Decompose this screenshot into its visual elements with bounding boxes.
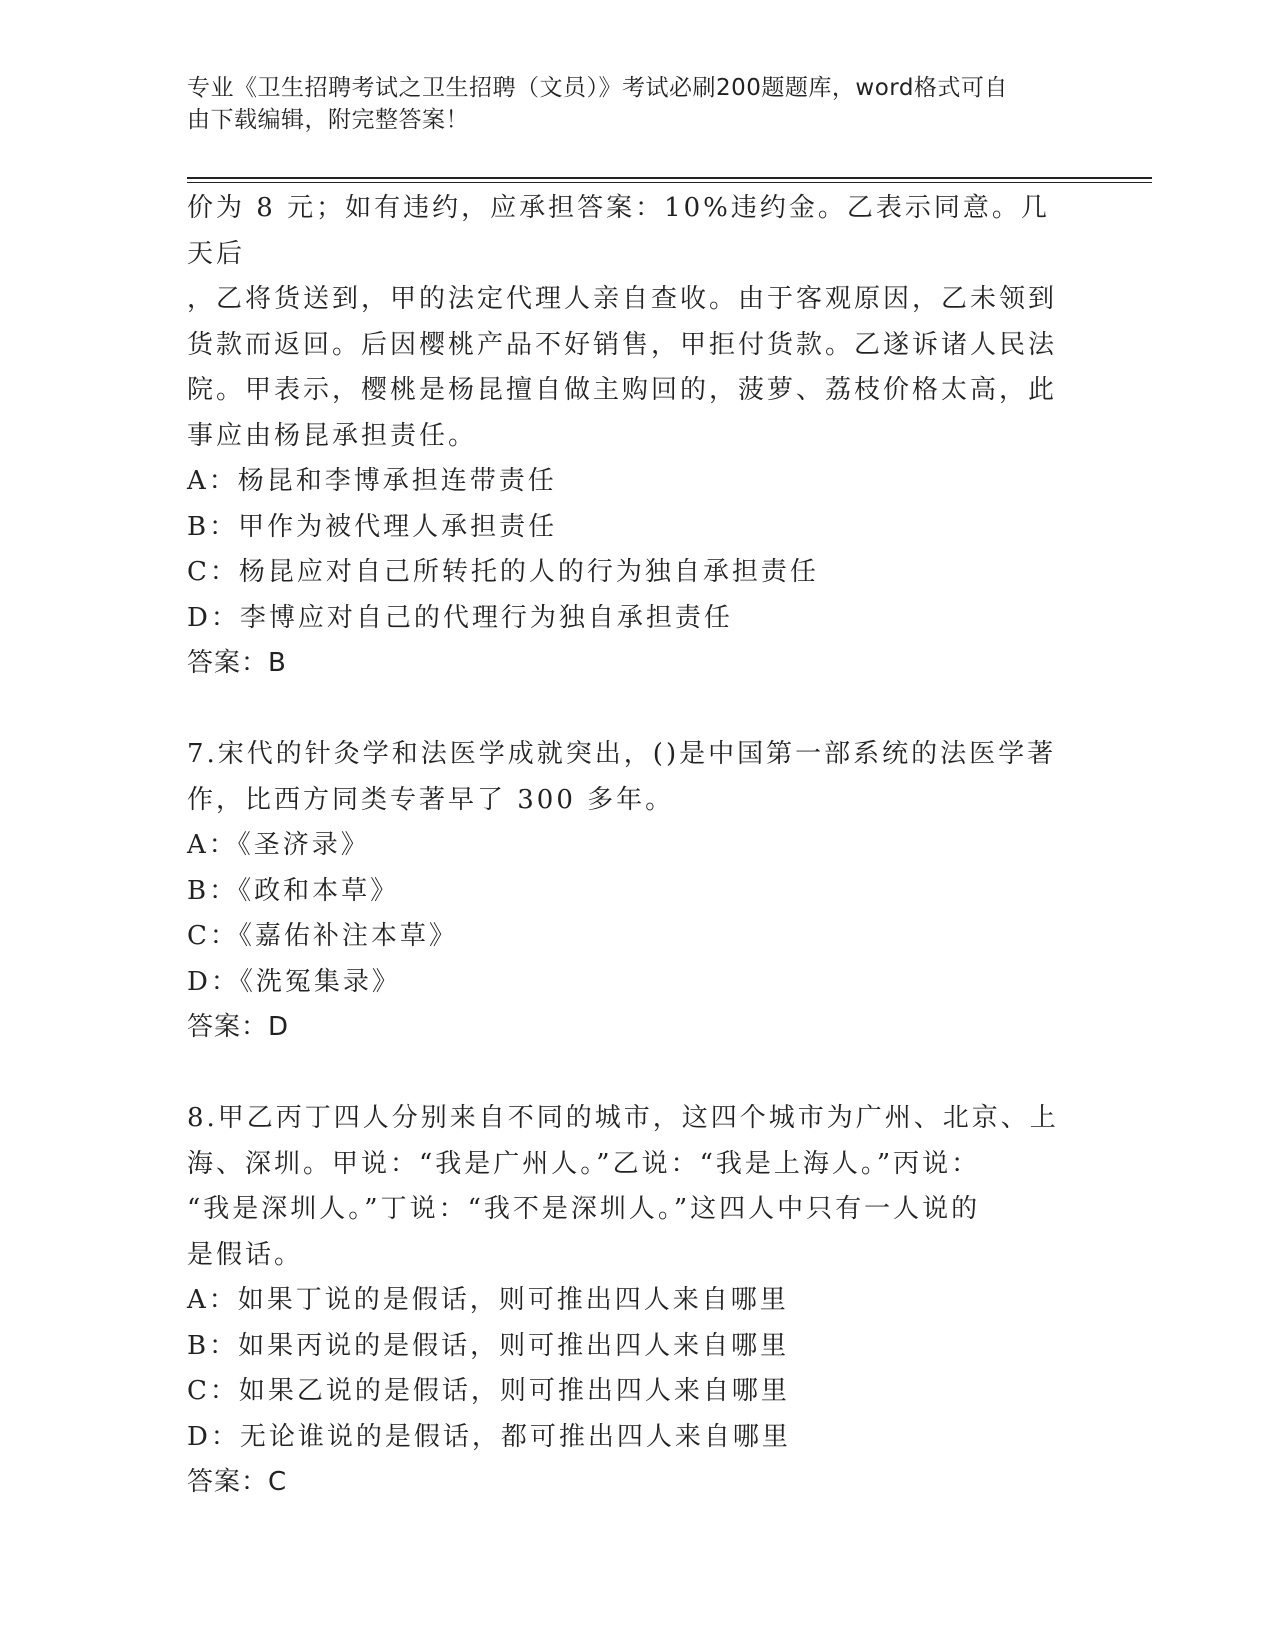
answer-line: 答案：C — [187, 1467, 288, 1497]
question-text-line: 价为 8 元；如有违约，应承担答案：10%违约金。乙表示同意。几天后 — [187, 193, 1050, 269]
answer-line: 答案：D — [187, 1012, 290, 1042]
question-spacer — [187, 1051, 1067, 1097]
question-text-line: 海、深圳。甲说：“我是广州人。”乙说：“我是上海人。”丙说： — [187, 1148, 981, 1179]
option-a: A：如果丁说的是假话，则可推出四人来自哪里 — [187, 1285, 789, 1315]
question-7 — [187, 732, 1067, 1051]
header-line-1: 专业《卫生招聘考试之卫生招聘（文员）》考试必刷200题题库，word格式可自 — [187, 75, 1008, 101]
option-b: B：《政和本草》 — [187, 875, 400, 906]
option-c: C：《嘉佑补注本草》 — [187, 921, 458, 951]
question-spacer — [187, 687, 1067, 733]
option-d: D：李博应对自己的代理行为独自承担责任 — [187, 602, 733, 633]
document-header — [187, 72, 1067, 136]
header-line-2: 由下载编辑，附完整答案！ — [187, 107, 469, 133]
question-text-line: 7.宋代的针灸学和法医学成就突出，()是中国第一部系统的法医学著 — [187, 739, 1057, 769]
document-body — [187, 186, 1067, 1506]
option-b: B：甲作为被代理人承担责任 — [187, 511, 558, 542]
question-text-line: 是假话。 — [187, 1239, 304, 1270]
question-text-line: “我是深圳人。”丁说：“我不是深圳人。”这四人中只有一人说的 — [187, 1194, 981, 1224]
question-text-line: 事应由杨昆承担责任。 — [187, 420, 478, 451]
question-text-line: 院。甲表示，樱桃是杨昆擅自做主购回的，菠萝、荔枝价格太高，此 — [187, 375, 1058, 405]
option-a: A：杨昆和李博承担连带责任 — [187, 466, 557, 496]
option-d: D：《洗冤集录》 — [187, 966, 401, 997]
option-a: A：《圣济录》 — [187, 830, 370, 860]
option-d: D：无论谁说的是假话，都可推出四人来自哪里 — [187, 1421, 791, 1452]
question-8 — [187, 1096, 1067, 1506]
question-6-continued — [187, 186, 1067, 687]
question-text-line: ，乙将货送到，甲的法定代理人亲自查收。由于客观原因，乙未领到 — [187, 284, 1058, 314]
header-divider-thick — [187, 177, 1152, 179]
question-text-line: 8.甲乙丙丁四人分别来自不同的城市，这四个城市为广州、北京、上 — [187, 1103, 1059, 1133]
answer-line: 答案：B — [187, 648, 287, 678]
option-b: B：如果丙说的是假话，则可推出四人来自哪里 — [187, 1330, 790, 1361]
option-c: C：如果乙说的是假话，则可推出四人来自哪里 — [187, 1376, 790, 1406]
option-c: C：杨昆应对自己所转托的人的行为独自承担责任 — [187, 557, 819, 587]
question-text-line: 货款而返回。后因樱桃产品不好销售，甲拒付货款。乙遂诉诸人民法 — [187, 329, 1058, 360]
question-text-line: 作，比西方同类专著早了 300 多年。 — [187, 784, 675, 815]
header-divider-thin — [187, 182, 1152, 183]
